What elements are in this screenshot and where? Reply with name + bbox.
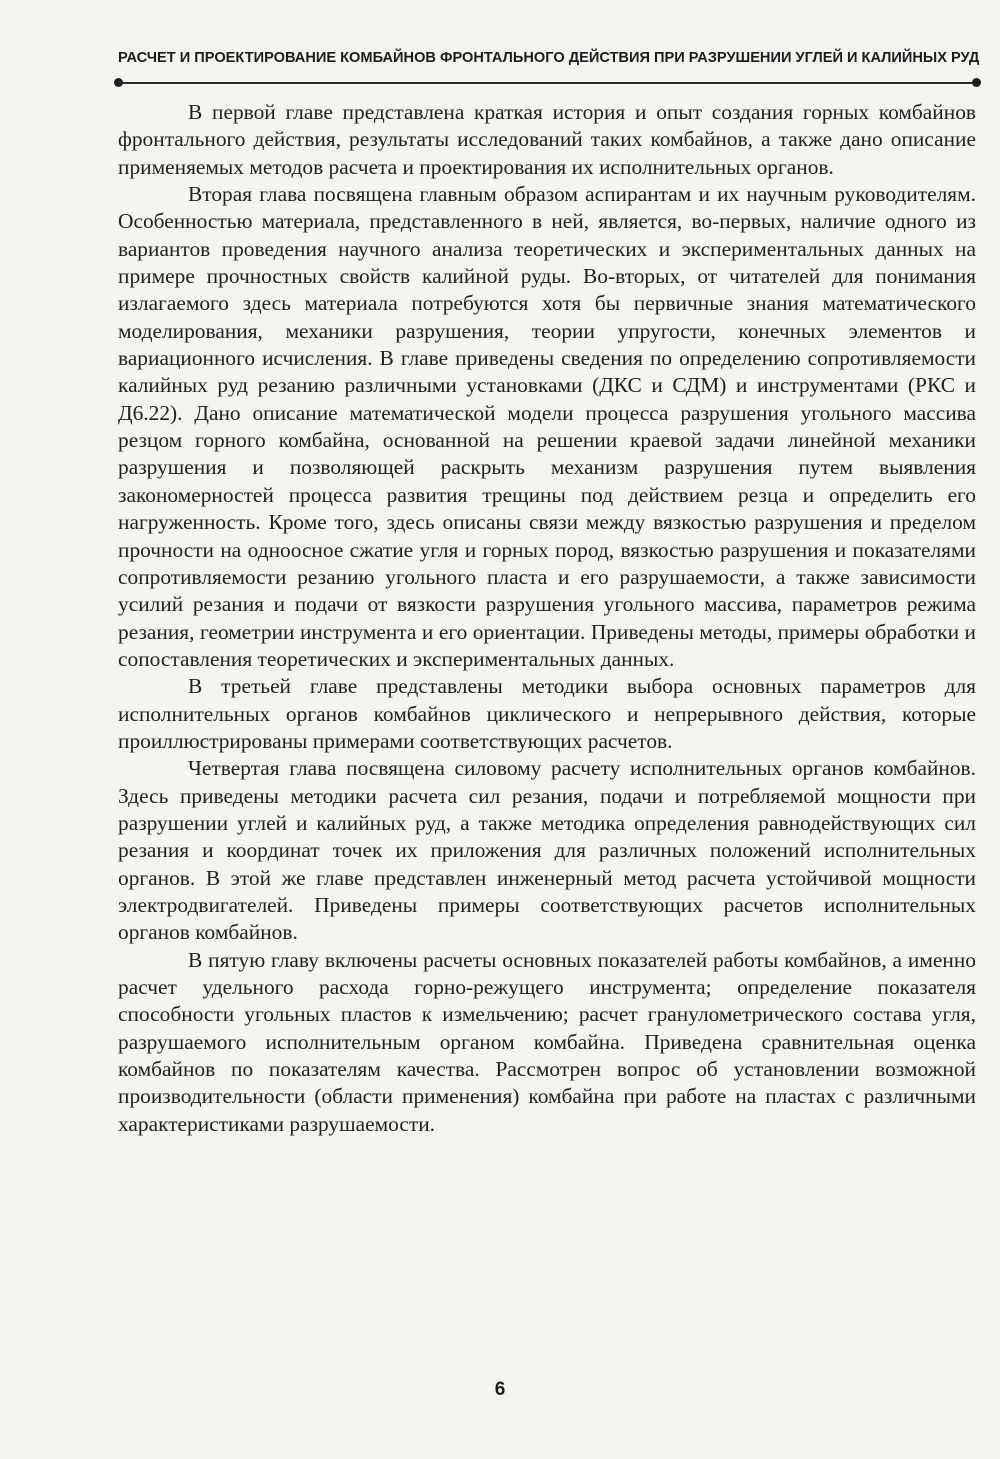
body-text <box>118 99 976 1138</box>
paragraph-chapter-3: В третьей главе представлены методики выбора основных параметров для исполнительных органов комбайнов циклического и непрерывного действия, которые проиллюстрированы примерами соответствующих расчетов. <box>118 674 976 753</box>
header-rule <box>119 82 977 84</box>
header-rule-right-dot <box>972 78 981 87</box>
paragraph-chapter-2: Вторая глава посвящена главным образом аспирантам и их научным руководителям. Особенностью материала, представленного в ней, является, во-первых, наличие одного из вариантов проведения научного анализа теоретических и экспериментальных данных на примере прочностных свойств калийной руды. Во-вторых, от читателей для понимания излагаемого здесь материала потребуются хотя бы первичные знания математического моделирования, механики разрушения, теории упругости, конечных элементов и вариационного исчисления. В главе приведены сведения по определению сопротивляемости калийных руд резанию различными установками (ДКС и СДМ) и инструментами (РКС и Д6.22). Дано описание математической модели процесса разрушения угольного массива резцом горного комбайна, основанной на решении краевой задачи линейной механики разрушения и позволяющей раскрыть механизм разрушения путем выявления закономерностей процесса развития трещины под действием резца и определить его нагруженность. Кроме того, здесь описаны связи между вязкостью разрушения и пределом прочности на одноосное сжатие угля и горных пород, вязкостью разрушения и показателями сопротивляемости резанию угольного пласта и его разрушаемости, а также зависимости усилий резания и подачи от вязкости разрушения угольного массива, параметров режима резания, геометрии инструмента и его ориентации. Приведены методы, примеры обработки и сопоставления теоретических и экспериментальных данных. <box>118 182 976 671</box>
running-header-title: РАСЧЕТ И ПРОЕКТИРОВАНИЕ КОМБАЙНОВ ФРОНТАЛЬНОГО ДЕЙСТВИЯ ПРИ РАЗРУШЕНИИ УГЛЕЙ И КАЛИЙНЫХ РУД <box>118 50 980 66</box>
paragraph-chapter-5: В пятую главу включены расчеты основных показателей работы комбайнов, а именно расчет удельного расхода горно-режущего инструмента; определение показателя способности угольных пластов к измельчению; расчет гранулометрического состава угля, разрушаемого исполнительным органом комбайна. Приведена сравнительная оценка комбайнов по показателям качества. Рассмотрен вопрос об установлении возможной производительности (области применения) комбайна при работе на пластах с различными характеристиками разрушаемости. <box>118 947 976 1136</box>
paragraph-chapter-4: Четвертая глава посвящена силовому расчету исполнительных органов комбайнов. Здесь приведены методики расчета сил резания, подачи и потребляемой мощности при разрушении углей и калийных руд, а также методика определения равнодействующих сил резания и координат точек их приложения для различных положений исполнительных органов. В этой же главе представлен инженерный метод расчета устойчивой мощности электродвигателей. Приведены примеры соответствующих расчетов исполнительных органов комбайнов. <box>118 756 976 945</box>
paragraph-chapter-1: В первой главе представлена краткая история и опыт создания горных комбайнов фронтального действия, результаты исследований таких комбайнов, а также дано описание применяемых методов расчета и проектирования их исполнительных органов. <box>118 100 976 179</box>
page-number: 6 <box>494 1379 506 1400</box>
